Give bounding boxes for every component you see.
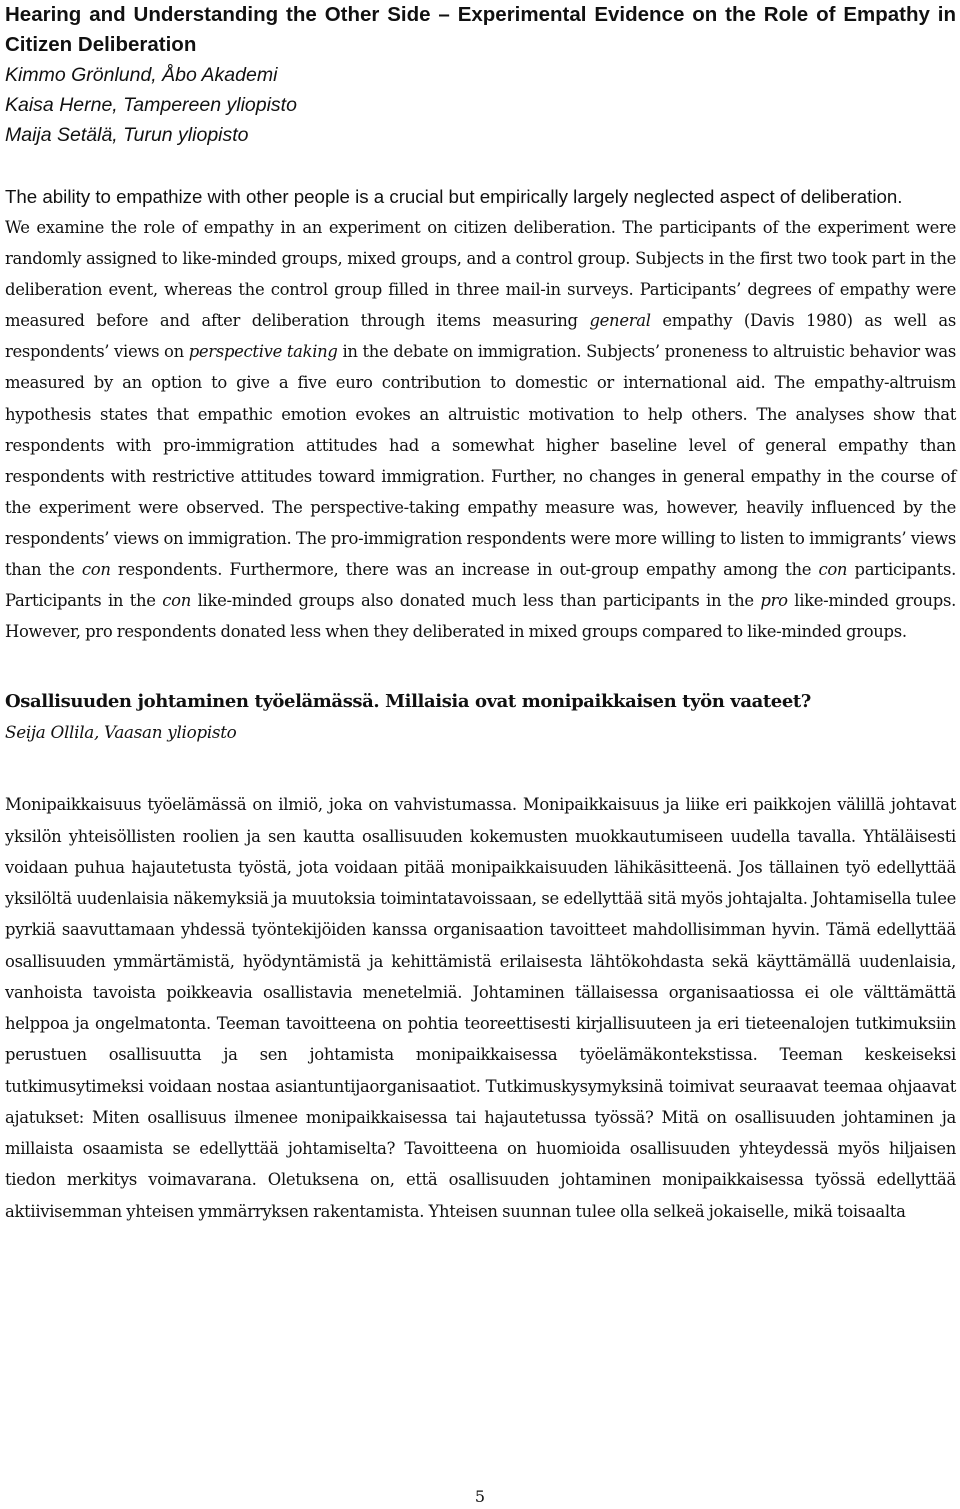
abstract-text: participants. Participants in the <box>5 560 956 611</box>
section1-authors <box>5 60 956 150</box>
author-line: Kimmo Grönlund, Åbo Akademi <box>5 64 278 86</box>
section2-title: Osallisuuden johtaminen työelämässä. Millaisia ovat monipaikkaisen työn vaateet? <box>5 691 811 713</box>
emphasis-con: con <box>818 560 848 580</box>
section2-body: Monipaikkaisuus työelämässä on ilmiö, joka on vahvistumassa. Monipaikkaisuus ja liike eri paikkojen välillä johtavat yksilön yhteisöllisten roolien ja sen kautta osallisuuden kokemusten muokkautumiseen uudella tavalla. Yhtäläisesti voidaan puhua hajautetusta työstä, jota voidaan pitää monipaikkaisuuden lähikäsitteenä. Jos tällainen työ edellyttää yksilöltä uudenlaisia näkemyksiä ja muutoksia toimintatavoissaan, se edellyttää sitä myös johtajalta. Johtamisella tulee pyrkiä saavuttamaan yhdessä työntekijöiden kanssa organisaation tavoitteet mahdollisimman hyvin. Tämä edellyttää osallisuuden ymmärtämistä, hyödyntämistä ja kehittämistä erilaisesta lähtökohdasta sekä käyttämällä uudenlaisia, vanhoista tavoista poikkeavia osallistavia menetelmiä. Johtaminen tällaisessa organisaatiossa ei ole välttämättä helppoa ja ongelmatonta. Teeman tavoitteena on pohtia teoreettisesti kirjallisuuteen ja eri tieteenalojen tutkimuksiin perustuen osallisuutta ja sen johtamista monipaikkaisessa työelämäkontekstissa. Teeman keskeiseksi tutkimusytimeksi voidaan nostaa asiantuntijaorganisaatiot. Tutkimuskysymyksinä toimivat seuraavat teemaa ohjaavat ajatukset: Miten osallisuus ilmenee monipaikkaisessa tai hajautetussa työssä? Mitä on osallisuuden johtaminen ja millaista osaamista se edellyttää johtamiselta? Tavoitteena on huomioida osallisuuden yhteydessä myös hiljaisen tiedon merkitys voimavarana. Oletuksena on, että osallisuuden johtaminen monipaikkaisessa työssä edellyttää aktiivisemman yhteisen ymmärryksen rakentamista. Yhteisen suunnan tulee olla selkeä jokaiselle, mikä toisaalta <box>5 795 956 1221</box>
document-page <box>5 0 956 1509</box>
section1-title: Hearing and Understanding the Other Side – Experimental Evidence on the Role of Empathy in Citizen Deliberation <box>5 3 956 56</box>
abstract-body <box>5 212 956 647</box>
author-line: Kaisa Herne, Tampereen yliopisto <box>5 94 297 116</box>
abstract-text: empathy (Davis 1980) as well as respondents’ views on <box>5 311 956 362</box>
emphasis-pro: pro <box>760 591 788 611</box>
abstract-text: We examine the role of empathy in an experiment on citizen deliberation. The participants of the experiment were randomly assigned to like-minded groups, mixed groups, and a control group. Subjects in the first two took part in the deliberation event, whereas the control group filled in three mail-in surveys. Participants’ degrees of empathy were measured before and after deliberation through items measuring <box>5 218 956 331</box>
author-line: Maija Setälä, Turun yliopisto <box>5 124 249 146</box>
abstract-text: like-minded groups. However, pro respondents donated less when they deliberated in mixed groups compared to like-minded groups. <box>5 591 956 642</box>
abstract-intro: The ability to empathize with other people is a crucial but empirically largely neglected aspect of deliberation. <box>5 186 903 207</box>
section2-author: Seija Ollila, Vaasan yliopisto <box>5 722 237 743</box>
emphasis-perspective-taking: perspective taking <box>188 342 338 362</box>
page-number: 5 <box>474 1487 486 1506</box>
abstract-text: in the debate on immigration. Subjects’ proneness to altruistic behavior was measured by an option to give a five euro contribution to domestic or international aid. The empathy-altruism hypothesis states that empathic emotion evokes an altruistic motivation to help others. The analyses show that respondents with pro-immigration attitudes had a somewhat higher baseline level of general empathy than respondents with restrictive attitudes toward immigration. Further, no changes in general empathy in the course of the experiment were observed. The perspective-taking empathy measure was, however, heavily influenced by the respondents’ views on immigration. The pro-immigration respondents were more willing to listen to immigrants’ views than the <box>5 342 956 580</box>
emphasis-con: con <box>81 560 111 580</box>
abstract-text: respondents. Furthermore, there was an increase in out-group empathy among the <box>110 560 819 580</box>
emphasis-con: con <box>162 591 191 611</box>
abstract-text: like-minded groups also donated much less than participants in the <box>191 591 761 611</box>
emphasis-general: general <box>589 311 651 331</box>
